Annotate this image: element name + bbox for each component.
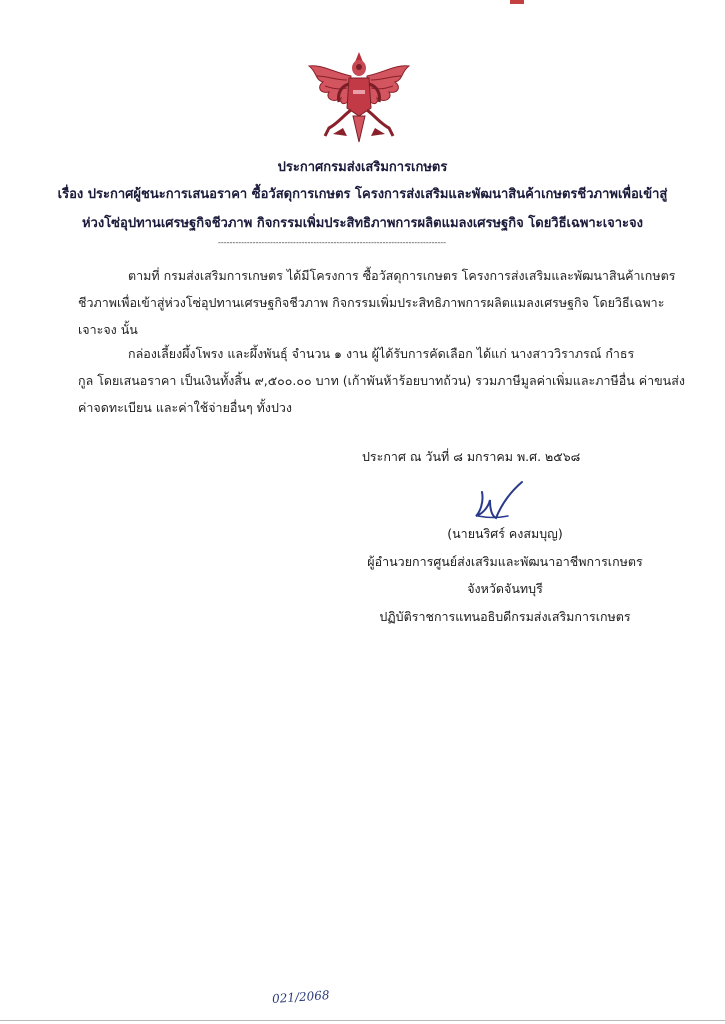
page-bottom-edge <box>0 1020 725 1021</box>
corner-mark <box>510 0 524 4</box>
handwritten-signature-icon <box>468 478 530 524</box>
paragraph-line: ชีวภาพเพื่อเข้าสู่ห่วงโซ่อุปทานเศรษฐกิจชีวภาพ กิจกรรมเพิ่มประสิทธิภาพการผลิตแมลงเศรษฐกิจ โดยวิธีเฉพาะ <box>78 295 665 310</box>
divider: ------------------------------------------------------------------------------- <box>218 238 447 247</box>
paragraph-line: เจาะจง นั้น <box>78 322 138 337</box>
announcement-subject <box>40 180 685 238</box>
paragraph-line: ค่าจดทะเบียน และค่าใช้จ่ายอื่นๆ ทั้งปวง <box>78 400 293 415</box>
announcement-title: ประกาศกรมส่งเสริมการเกษตร <box>277 160 448 175</box>
paragraph-line: กล่องเลี้ยงผึ้งโพรง และผึ้งพันธุ์ จำนวน ๑ งาน ผู้ได้รับการคัดเลือก ได้แก่ นางสาววิราภรณ์ กำธร <box>128 346 635 361</box>
signer-block <box>360 520 650 630</box>
garuda-emblem-icon <box>303 50 415 150</box>
signer-name: (นายนริศร์ คงสมบุญ) <box>447 526 563 541</box>
signer-province: จังหวัดจันทบุรี <box>467 581 543 596</box>
signer-acting: ปฏิบัติราชการแทนอธิบดีกรมส่งเสริมการเกษตร <box>379 608 631 624</box>
paragraph-project <box>78 262 676 343</box>
subject-line-1: เรื่อง ประกาศผู้ชนะการเสนอราคา ซื้อวัสดุการเกษตร โครงการส่งเสริมและพัฒนาสินค้าเกษตรชีวภาพเพื่อเข้าสู่ <box>57 187 668 202</box>
signer-position: ผู้อำนวยการศูนย์ส่งเสริมและพัฒนาอาชีพการเกษตร <box>367 553 643 569</box>
paragraph-winner <box>78 340 685 421</box>
announcement-date: ประกาศ ณ วันที่ ๘ มกราคม พ.ศ. ๒๕๖๘ <box>362 449 581 464</box>
subject-line-2: ห่วงโซ่อุปทานเศรษฐกิจชีวภาพ กิจกรรมเพิ่มประสิทธิภาพการผลิตแมลงเศรษฐกิจ โดยวิธีเฉพาะเจาะจง <box>81 216 643 231</box>
handwritten-stamp: 021/2068 <box>271 988 330 1006</box>
paragraph-line: กูล โดยเสนอราคา เป็นเงินทั้งสิ้น ๙,๕๐๐.๐๐ บาท (เก้าพันห้าร้อยบาทถ้วน) รวมภาษีมูลค่าเพิ่มและภาษีอื่น ค่าขนส่ง <box>78 373 685 388</box>
paragraph-line: ตามที่ กรมส่งเสริมการเกษตร ได้มีโครงการ ซื้อวัสดุการเกษตร โครงการส่งเสริมและพัฒนาสินค้าเกษตร <box>128 268 676 283</box>
